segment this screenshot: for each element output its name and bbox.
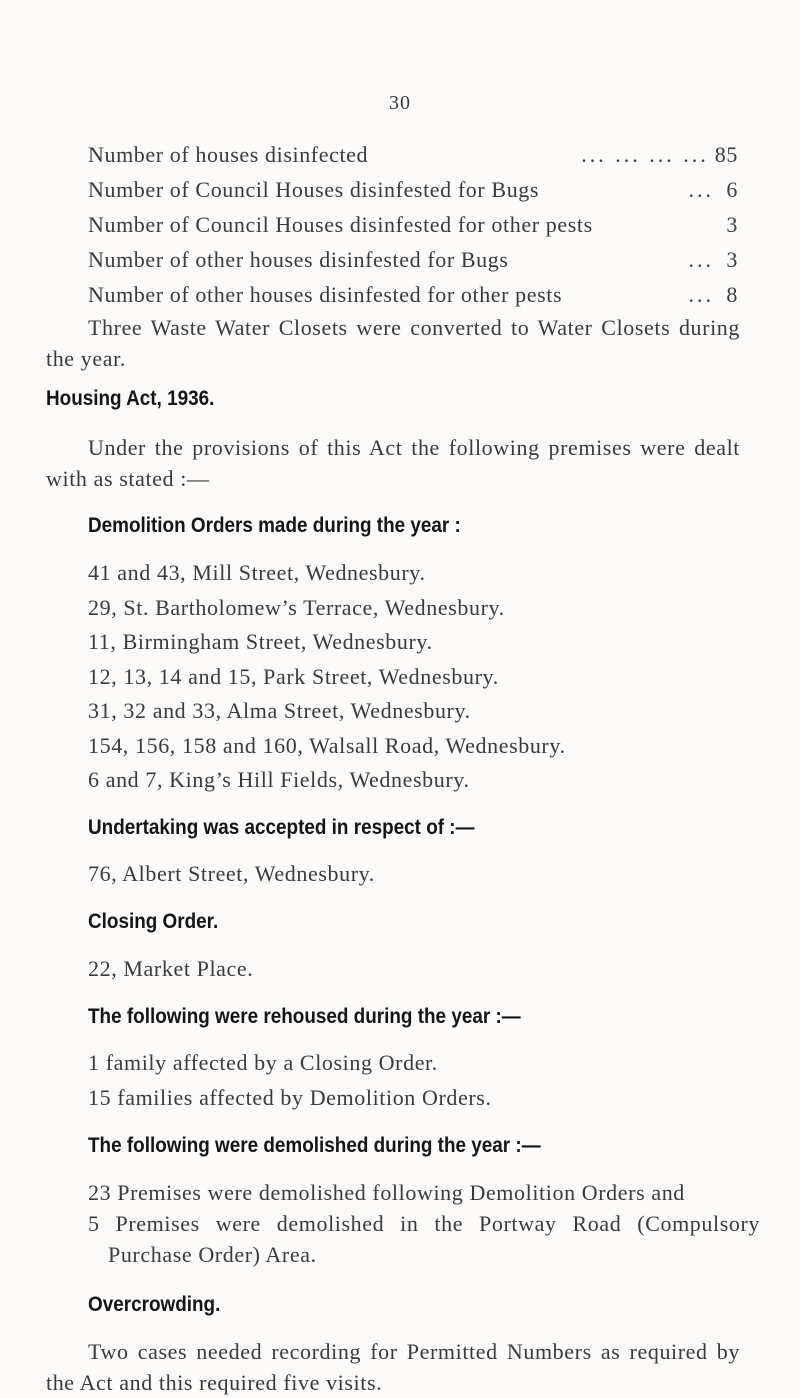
demolition-order-item: 154, 156, 158 and 160, Walsall Road, Wednesbury. bbox=[88, 733, 566, 758]
demolition-orders-heading: Demolition Orders made during the year : bbox=[88, 514, 461, 537]
demolished-item: 23 Premises were demolished following Demolition Orders and bbox=[88, 1180, 685, 1205]
stat-row bbox=[88, 247, 738, 282]
page-number: 30 bbox=[389, 92, 411, 114]
closets-paragraph: Three Waste Water Closets were converted to Water Closets during the year. bbox=[46, 315, 740, 371]
demolition-order-item: 41 and 43, Mill Street, Wednesbury. bbox=[88, 560, 426, 585]
housing-act-heading: Housing Act, 1936. bbox=[46, 387, 215, 410]
housing-act-intro: Under the provisions of this Act the following premises were dealt with as stated :— bbox=[46, 435, 740, 491]
overcrowding-text: Two cases needed recording for Permitted Numbers as required by the Act and this required five visits. bbox=[46, 1339, 740, 1395]
disinfection-stats bbox=[88, 142, 738, 317]
stat-label: Number of Council Houses disinfested for other pests bbox=[88, 212, 593, 237]
demolition-order-item: 11, Birmingham Street, Wednesbury. bbox=[88, 629, 433, 654]
undertaking-heading: Undertaking was accepted in respect of :— bbox=[88, 816, 475, 839]
stat-label: Number of other houses disinfested for Bugs bbox=[88, 247, 509, 272]
stat-leader: ... bbox=[688, 247, 714, 272]
overcrowding-heading: Overcrowding. bbox=[88, 1293, 221, 1316]
demolition-order-item: 12, 13, 14 and 15, Park Street, Wednesbury. bbox=[88, 664, 499, 689]
rehoused-item: 1 family affected by a Closing Order. bbox=[88, 1050, 438, 1075]
undertaking-item: 76, Albert Street, Wednesbury. bbox=[88, 861, 375, 886]
stat-leader: ... bbox=[688, 282, 714, 307]
stat-label: Number of Council Houses disinfested for Bugs bbox=[88, 177, 540, 202]
stat-row bbox=[88, 177, 738, 212]
demolition-order-item: 31, 32 and 33, Alma Street, Wednesbury. bbox=[88, 698, 471, 723]
stat-label: Number of houses disinfected bbox=[88, 142, 369, 167]
stat-leader: ... ... ... ... bbox=[581, 142, 709, 167]
rehoused-heading: The following were rehoused during the year :— bbox=[88, 1005, 521, 1028]
demolished-item: 5 Premises were demolished in the Portway Road (Compulsory Purchase Order) Area. bbox=[88, 1211, 760, 1267]
demolition-order-item: 6 and 7, King’s Hill Fields, Wednesbury. bbox=[88, 767, 470, 792]
stat-row bbox=[88, 142, 738, 177]
closing-order-item: 22, Market Place. bbox=[88, 956, 254, 981]
stat-value: 8 bbox=[726, 282, 738, 307]
stat-value: 3 bbox=[726, 247, 738, 272]
closing-order-heading: Closing Order. bbox=[88, 910, 219, 933]
stat-row bbox=[88, 212, 738, 247]
rehoused-item: 15 families affected by Demolition Orders. bbox=[88, 1085, 492, 1110]
stat-value: 85 bbox=[714, 142, 738, 167]
demolished-heading: The following were demolished during the year :— bbox=[88, 1134, 541, 1157]
stat-value: 3 bbox=[726, 212, 738, 237]
stat-label: Number of other houses disinfested for other pests bbox=[88, 282, 563, 307]
stat-value: 6 bbox=[726, 177, 738, 202]
stat-leader: ... bbox=[688, 177, 714, 202]
demolition-order-item: 29, St. Bartholomew’s Terrace, Wednesbury. bbox=[88, 595, 505, 620]
